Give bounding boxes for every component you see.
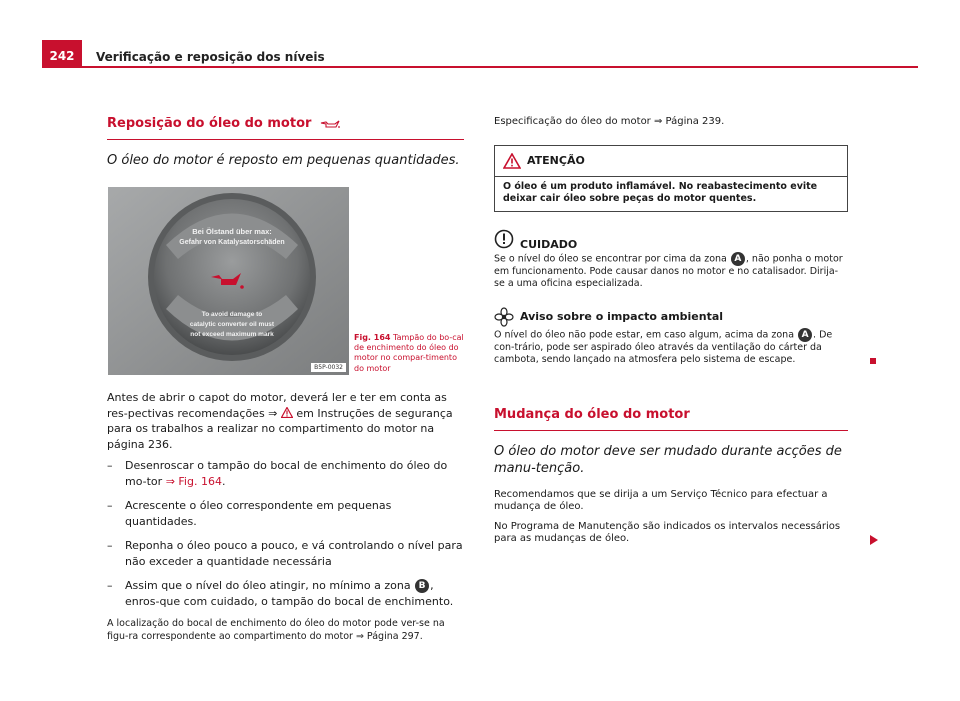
list-item bbox=[107, 578, 464, 609]
running-title: Verificação e reposição dos níveis bbox=[96, 50, 325, 64]
warning-triangle-icon[interactable] bbox=[281, 407, 293, 418]
step-text: Assim que o nível do óleo atingir, no mínimo a zona bbox=[125, 579, 415, 592]
section2-paragraph-2 bbox=[494, 521, 848, 546]
header-rule bbox=[42, 66, 918, 68]
list-item bbox=[107, 538, 464, 569]
list-dash: – bbox=[107, 459, 113, 472]
step-text-end: . bbox=[221, 474, 226, 488]
caution-text-post: , não ponha o motor em funcionamento. Pode causar danos no motor e no catalisador. Dirija-se a uma oficina especializada. bbox=[494, 253, 843, 289]
environment-text-post: . De con-trário, pode ser aspirado óleo através da ventilação do cárter da cambota, sendo lançado na atmosfera pelo sistema de escape. bbox=[494, 329, 833, 365]
figure-code: B5P-0032 bbox=[311, 363, 346, 372]
zone-a-badge: A bbox=[798, 328, 812, 342]
section2-lead: O óleo do motor deve ser mudado durante acções de manu-tenção. bbox=[494, 443, 842, 476]
oil-spec-reference: Especificação do óleo do motor ⇒ Página 239. bbox=[494, 116, 725, 127]
section2-paragraph-1: Recomendamos que se dirija a um Serviço Técnico para efectuar a mudança de óleo. bbox=[494, 488, 828, 512]
warning-triangle-icon bbox=[503, 153, 521, 169]
footnote: A localização do bocal de enchimento do óleo do motor pode ver-se na figu-ra correspondente ao compartimento do motor ⇒ Página 297. bbox=[107, 618, 445, 642]
environment-body bbox=[494, 328, 848, 367]
section2-title: Mudança do óleo do motor bbox=[494, 407, 848, 431]
environment-title: Aviso sobre o impacto ambiental bbox=[520, 310, 724, 323]
figure-164 bbox=[107, 187, 464, 382]
intro-text-post: em Instruções de segurança para os trabalhos a realizar no compartimento do motor na página 236. bbox=[107, 406, 453, 451]
caution-header bbox=[494, 228, 848, 251]
step-text: Desenroscar o tampão do bocal de enchimento do óleo do mo-tor bbox=[125, 459, 448, 488]
page-number: 242 bbox=[42, 40, 82, 66]
section2-paragraph-2-text: No Programa de Manutenção são indicados os intervalos necessários para as mudanças de óleo. bbox=[494, 520, 841, 544]
cap-text-top-1: Bei Ölstand über max: bbox=[192, 227, 272, 236]
figure-caption-text: Tampão do bo-cal de enchimento do óleo do motor no compar-timento do motor bbox=[354, 333, 464, 373]
oil-cap-image bbox=[108, 187, 349, 375]
intro-text-pre: Antes de abrir o capot do motor, deverá ler e ter em conta as res-pectivas recomendações ⇒ bbox=[107, 391, 447, 420]
right-column bbox=[494, 112, 848, 546]
steps-list bbox=[107, 458, 464, 609]
step-text-end: , enros-que com cuidado, o tampão do bocal de enchimento. bbox=[125, 579, 454, 608]
cap-text-bottom-2: catalytic converter oil must bbox=[189, 321, 275, 328]
oil-can-icon bbox=[320, 119, 340, 129]
cap-text-bottom-1: To avoid damage to bbox=[201, 311, 263, 318]
oil-cap-photo bbox=[108, 187, 349, 375]
section-title-text: Reposição do óleo do motor bbox=[107, 116, 312, 131]
left-column bbox=[107, 112, 464, 643]
warning-title: ATENÇÃO bbox=[527, 154, 585, 167]
continue-arrow-icon bbox=[870, 535, 878, 545]
cap-text-bottom-3: not exceed maximum mark bbox=[190, 331, 274, 338]
cap-text-top-2: Gefahr von Katalysatorschäden bbox=[179, 239, 285, 246]
list-dash: – bbox=[107, 539, 113, 552]
figure-caption-label: Fig. 164 bbox=[354, 333, 391, 342]
zone-a-badge: A bbox=[731, 252, 745, 266]
section-lead: O óleo do motor é reposto em pequenas quantidades. bbox=[107, 153, 460, 168]
section2 bbox=[494, 407, 848, 546]
warning-body: O óleo é um produto inflamável. No reabastecimento evite deixar cair óleo sobre peças do motor quentes. bbox=[503, 180, 818, 204]
section-end-mark bbox=[870, 358, 876, 364]
figure-caption bbox=[354, 333, 466, 374]
section-title bbox=[107, 116, 464, 140]
list-item bbox=[107, 498, 464, 529]
list-dash: – bbox=[107, 499, 113, 512]
caution-body bbox=[494, 252, 848, 291]
step-text: Reponha o óleo pouco a pouco, e vá controlando o nível para não exceder a quantidade necessária bbox=[125, 539, 463, 568]
intro-paragraph bbox=[107, 390, 464, 452]
list-item bbox=[107, 458, 464, 489]
list-dash: – bbox=[107, 579, 113, 592]
caution-circle-icon bbox=[494, 229, 514, 249]
caution-title: CUIDADO bbox=[520, 237, 578, 251]
step-text: Acrescente o óleo correspondente em pequenas quantidades. bbox=[125, 499, 392, 528]
warning-header bbox=[495, 146, 847, 177]
caution-text-pre: Se o nível do óleo se encontrar por cima da zona bbox=[494, 253, 730, 264]
warning-box bbox=[494, 145, 848, 212]
environment-text-pre: O nível do óleo não pode estar, em caso algum, acima da zona bbox=[494, 329, 798, 340]
zone-b-badge: B bbox=[415, 579, 429, 593]
figure-link[interactable]: ⇒ Fig. 164 bbox=[165, 474, 222, 488]
environment-flower-icon bbox=[494, 307, 514, 327]
environment-header bbox=[494, 307, 848, 327]
